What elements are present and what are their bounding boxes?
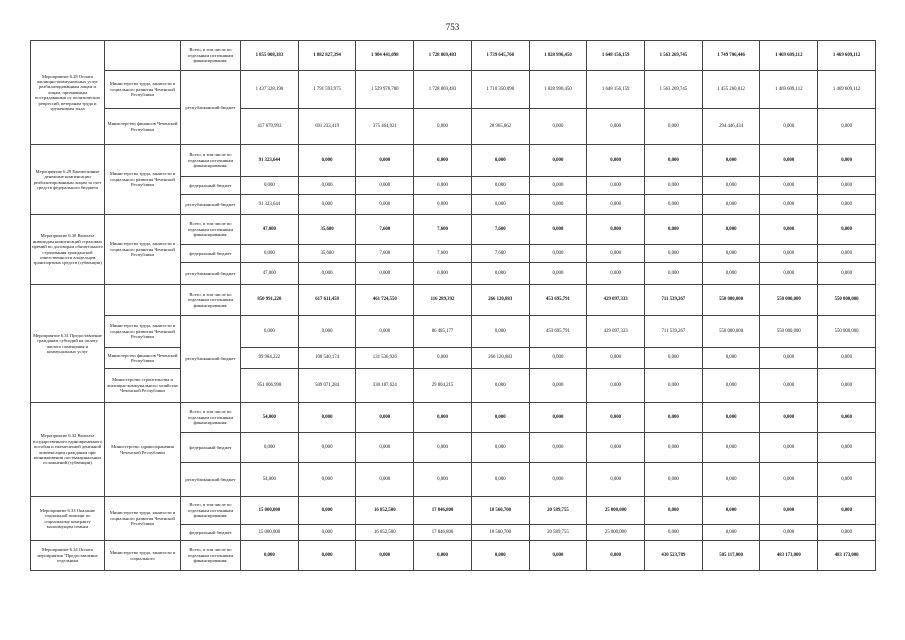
value-cell: 0,000: [471, 145, 529, 177]
value-cell: 1 791 593,975: [298, 71, 356, 109]
value-cell: 0,000: [702, 215, 760, 245]
value-cell: 0,000: [818, 403, 876, 433]
value-cell: 0,000: [760, 525, 818, 541]
table-row: [31, 285, 876, 316]
value-cell: 0,000: [471, 463, 529, 497]
value-cell: 1 728 869,483: [414, 71, 472, 109]
value-cell: 0,000: [529, 245, 587, 263]
value-cell: 0,000: [529, 463, 587, 497]
value-cell: 108 540,174: [298, 348, 356, 369]
value-cell: 17 846,800: [414, 497, 472, 525]
value-cell: 0,000: [587, 348, 645, 369]
source-label: Всего, в том числе по отдельным источникам финансирования:: [181, 285, 241, 316]
value-cell: 0,000: [645, 195, 703, 215]
value-cell: 25 000,000: [587, 525, 645, 541]
value-cell: 0,000: [645, 525, 703, 541]
value-cell: 0,000: [298, 541, 356, 571]
value-cell: 86 485,177: [414, 316, 472, 348]
table-row: [31, 215, 876, 245]
value-cell: 0,000: [818, 109, 876, 145]
value-cell: 1 469 609,112: [760, 41, 818, 71]
value-cell: 0,000: [645, 403, 703, 433]
value-cell: 18 560,700: [471, 525, 529, 541]
value-cell: 0,000: [241, 541, 299, 571]
value-cell: 1 455 260,012: [702, 71, 760, 109]
value-cell: 1 469 609,112: [818, 71, 876, 109]
value-cell: 0,000: [587, 463, 645, 497]
org-cell: Министерство строительства и жилищно-коммунального хозяйства Чеченской Республики: [105, 369, 181, 403]
value-cell: 850 991,220: [241, 285, 299, 316]
value-cell: 851 006,998: [241, 369, 299, 403]
org-cell: Министерство труда, занятости и социального развития Чеченской Республики: [105, 497, 181, 541]
org-cell: Министерство здравоохранения Чеченской Республики: [105, 403, 181, 497]
table-row: [31, 109, 876, 145]
value-cell: 0,000: [587, 263, 645, 285]
value-cell: 0,000: [760, 109, 818, 145]
value-cell: 0,000: [818, 525, 876, 541]
event-title: Мероприятие 6.34 Оплата мероприятия "Предоставление отдельным: [31, 541, 105, 571]
value-cell: 54,000: [241, 403, 299, 433]
value-cell: 0,000: [529, 348, 587, 369]
value-cell: 0,000: [818, 463, 876, 497]
value-cell: 0,000: [414, 403, 472, 433]
value-cell: 20 589,755: [529, 525, 587, 541]
table-row: [31, 497, 876, 525]
source-label: Всего, в том числе по отдельным источникам финансирования:: [181, 497, 241, 525]
value-cell: 0,000: [298, 316, 356, 348]
value-cell: 7,600: [471, 215, 529, 245]
value-cell: 0,000: [298, 403, 356, 433]
value-cell: 1 855 008,183: [241, 41, 299, 71]
value-cell: 7,600: [471, 245, 529, 263]
source-label: федеральный бюджет: [181, 433, 241, 463]
value-cell: 0,000: [471, 433, 529, 463]
value-cell: 0,000: [471, 177, 529, 195]
source-label: федеральный бюджет: [181, 525, 241, 541]
value-cell: 550 000,000: [760, 285, 818, 316]
value-cell: 0,000: [702, 145, 760, 177]
source-label: федеральный бюджет: [181, 177, 241, 195]
value-cell: 0,000: [471, 195, 529, 215]
value-cell: 430 523,789: [645, 541, 703, 571]
value-cell: 0,000: [760, 195, 818, 215]
value-cell: 0,000: [529, 215, 587, 245]
value-cell: 429 097,333: [587, 316, 645, 348]
source-label: Всего, в том числе по отдельным источникам финансирования:: [181, 403, 241, 433]
value-cell: 294 446,434: [702, 109, 760, 145]
value-cell: 1 728 869,483: [414, 41, 472, 71]
value-cell: 0,000: [645, 433, 703, 463]
value-cell: 417 679,993: [241, 109, 299, 145]
value-cell: 0,000: [818, 245, 876, 263]
value-cell: 16 852,500: [356, 497, 414, 525]
value-cell: 7,600: [356, 215, 414, 245]
value-cell: 0,000: [414, 177, 472, 195]
value-cell: 483 173,000: [760, 541, 818, 571]
value-cell: 20 589,755: [529, 497, 587, 525]
value-cell: 0,000: [760, 403, 818, 433]
value-cell: 0,000: [587, 369, 645, 403]
value-cell: 0,000: [587, 109, 645, 145]
value-cell: 505 117,000: [702, 541, 760, 571]
value-cell: 0,000: [702, 177, 760, 195]
value-cell: 1 469 609,112: [760, 71, 818, 109]
value-cell: 0,000: [645, 109, 703, 145]
value-cell: 691 233,419: [298, 109, 356, 145]
value-cell: 0,000: [298, 433, 356, 463]
value-cell: 0,000: [760, 177, 818, 195]
value-cell: 0,000: [645, 348, 703, 369]
value-cell: 1 710 350,098: [471, 71, 529, 109]
value-cell: 266 120,883: [471, 348, 529, 369]
value-cell: 375 464,921: [356, 109, 414, 145]
value-cell: 0,000: [356, 433, 414, 463]
source-label: Всего, в том числе по отдельным источникам финансирования:: [181, 145, 241, 177]
value-cell: 25 000,000: [587, 497, 645, 525]
value-cell: 17 846,800: [414, 525, 472, 541]
event-title: Мероприятие 6.28 Оплата жилищно-коммунальных услуг реабилитированным лицам и лицам, признанным пострадавшими от политических репрессий, ветеранам труда и труженикам тыла: [31, 41, 105, 145]
value-cell: 131 536,926: [356, 348, 414, 369]
value-cell: 0,000: [645, 177, 703, 195]
value-cell: 1 739 645,760: [471, 41, 529, 71]
value-cell: 7,600: [414, 215, 472, 245]
value-cell: 0,000: [298, 463, 356, 497]
value-cell: 0,000: [702, 369, 760, 403]
org-cell: Министерство труда, занятости и социального развития Чеченской Республики: [105, 145, 181, 215]
value-cell: 15 000,000: [241, 525, 299, 541]
value-cell: 0,000: [529, 263, 587, 285]
value-cell: 0,000: [760, 215, 818, 245]
value-cell: 0,000: [818, 497, 876, 525]
event-title: Мероприятие 6.33 Оказание социальной помощи по социальному контракту малоимущим семьям: [31, 497, 105, 541]
value-cell: 0,000: [702, 433, 760, 463]
value-cell: 7,600: [414, 245, 472, 263]
org-cell: Министерство труда, занятости и социального: [105, 541, 181, 571]
event-title: Мероприятие 6.30 Выплата инвалидам компенсаций страховых премий по договорам обязательного страхования гражданской ответственности владельцев транспортных средств (субвенции): [31, 215, 105, 285]
value-cell: 7,600: [356, 245, 414, 263]
value-cell: 0,000: [529, 369, 587, 403]
value-cell: 0,000: [760, 245, 818, 263]
value-cell: 1 529 976,780: [356, 71, 414, 109]
value-cell: 0,000: [529, 145, 587, 177]
value-cell: 550 000,000: [760, 316, 818, 348]
value-cell: 0,000: [356, 541, 414, 571]
value-cell: 0,000: [587, 177, 645, 195]
value-cell: 711 539,267: [645, 285, 703, 316]
value-cell: 29 804,215: [414, 369, 472, 403]
value-cell: 0,000: [356, 145, 414, 177]
value-cell: 54,000: [241, 463, 299, 497]
org-cell: Министерство труда, занятости и социального развития Чеченской Республики: [105, 316, 181, 348]
source-label: Всего, в том числе по отдельным источникам финансирования:: [181, 541, 241, 571]
value-cell: 0,000: [702, 497, 760, 525]
value-cell: 28 965,662: [471, 109, 529, 145]
value-cell: 0,000: [760, 369, 818, 403]
value-cell: 0,000: [298, 195, 356, 215]
table-row: [31, 41, 876, 71]
org-cell: Министерство труда, занятости и социального развития Чеченской Республики: [105, 71, 181, 109]
source-label: республиканский бюджет: [181, 195, 241, 215]
value-cell: 15 000,000: [241, 497, 299, 525]
value-cell: 0,000: [818, 348, 876, 369]
value-cell: 47,000: [241, 263, 299, 285]
source-label: республиканский бюджет: [181, 316, 241, 403]
value-cell: 0,000: [645, 263, 703, 285]
value-cell: 0,000: [298, 177, 356, 195]
value-cell: 91 323,644: [241, 145, 299, 177]
value-cell: 0,000: [414, 433, 472, 463]
value-cell: 0,000: [587, 215, 645, 245]
value-cell: 550 000,000: [818, 285, 876, 316]
value-cell: 1 648 156,159: [587, 71, 645, 109]
value-cell: 0,000: [414, 263, 472, 285]
value-cell: 0,000: [645, 497, 703, 525]
source-label: Всего, в том числе по отдельным источникам финансирования:: [181, 41, 241, 71]
value-cell: 550 000,000: [702, 285, 760, 316]
value-cell: 1 882 827,394: [298, 41, 356, 71]
value-cell: 1 563 269,745: [645, 41, 703, 71]
value-cell: 1 648 156,159: [587, 41, 645, 71]
value-cell: 0,000: [760, 433, 818, 463]
value-cell: 0,000: [414, 463, 472, 497]
value-cell: 0,000: [818, 433, 876, 463]
value-cell: 0,000: [241, 433, 299, 463]
value-cell: 0,000: [818, 195, 876, 215]
value-cell: 0,000: [356, 403, 414, 433]
table-row: [31, 348, 876, 369]
value-cell: 0,000: [702, 463, 760, 497]
value-cell: 0,000: [702, 195, 760, 215]
org-cell: [105, 285, 181, 316]
value-cell: 0,000: [818, 177, 876, 195]
value-cell: 0,000: [356, 195, 414, 215]
value-cell: 0,000: [471, 369, 529, 403]
source-label: федеральный бюджет: [181, 245, 241, 263]
value-cell: 453 695,791: [529, 285, 587, 316]
table-row: [31, 71, 876, 109]
value-cell: 0,000: [587, 541, 645, 571]
value-cell: 0,000: [471, 316, 529, 348]
value-cell: 0,000: [587, 403, 645, 433]
value-cell: 0,000: [298, 525, 356, 541]
value-cell: 0,000: [529, 433, 587, 463]
value-cell: 0,000: [356, 316, 414, 348]
value-cell: 0,000: [587, 195, 645, 215]
value-cell: 509 071,284: [298, 369, 356, 403]
org-cell: [105, 41, 181, 71]
value-cell: 0,000: [818, 263, 876, 285]
value-cell: 0,000: [414, 109, 472, 145]
budget-table-body: [31, 41, 876, 571]
value-cell: 1 828 990,450: [529, 71, 587, 109]
value-cell: 0,000: [760, 463, 818, 497]
value-cell: 0,000: [587, 145, 645, 177]
value-cell: 0,000: [645, 145, 703, 177]
value-cell: 617 611,458: [298, 285, 356, 316]
value-cell: 0,000: [241, 177, 299, 195]
value-cell: 0,000: [529, 195, 587, 215]
value-cell: 0,000: [298, 263, 356, 285]
org-cell: Министерство финансов Чеченской Республики: [105, 348, 181, 369]
value-cell: 550 000,000: [702, 316, 760, 348]
value-cell: 35,600: [298, 245, 356, 263]
value-cell: 0,000: [818, 369, 876, 403]
value-cell: 0,000: [529, 541, 587, 571]
value-cell: 0,000: [760, 145, 818, 177]
value-cell: 1 749 706,446: [702, 41, 760, 71]
budget-table: [30, 40, 876, 571]
value-cell: 0,000: [702, 245, 760, 263]
source-label: республиканский бюджет: [181, 263, 241, 285]
org-cell: Министерство труда, занятости и социального развития Чеченской Республики: [105, 215, 181, 285]
table-row: [31, 369, 876, 403]
value-cell: 1 469 609,112: [818, 41, 876, 71]
value-cell: 0,000: [818, 145, 876, 177]
value-cell: 461 724,550: [356, 285, 414, 316]
value-cell: 0,000: [356, 263, 414, 285]
value-cell: 116 289,392: [414, 285, 472, 316]
table-row: [31, 403, 876, 433]
value-cell: 16 852,500: [356, 525, 414, 541]
value-cell: 0,000: [414, 145, 472, 177]
value-cell: 1 828 996,450: [529, 41, 587, 71]
value-cell: 0,000: [298, 145, 356, 177]
value-cell: 1 904 441,098: [356, 41, 414, 71]
value-cell: 0,000: [241, 245, 299, 263]
value-cell: 0,000: [702, 263, 760, 285]
value-cell: 0,000: [645, 463, 703, 497]
value-cell: 0,000: [529, 109, 587, 145]
value-cell: 99 984,222: [241, 348, 299, 369]
value-cell: 550 000,000: [818, 316, 876, 348]
value-cell: 0,000: [702, 348, 760, 369]
value-cell: 453 695,791: [529, 316, 587, 348]
value-cell: 18 560,700: [471, 497, 529, 525]
value-cell: 0,000: [760, 497, 818, 525]
value-cell: 35,600: [298, 215, 356, 245]
value-cell: 0,000: [356, 177, 414, 195]
source-label: республиканский бюджет: [181, 463, 241, 497]
value-cell: 0,000: [587, 433, 645, 463]
value-cell: 0,000: [241, 316, 299, 348]
value-cell: 0,000: [471, 263, 529, 285]
value-cell: 91 323,644: [241, 195, 299, 215]
value-cell: 0,000: [760, 263, 818, 285]
value-cell: 0,000: [702, 525, 760, 541]
value-cell: 0,000: [702, 403, 760, 433]
value-cell: 0,000: [645, 245, 703, 263]
value-cell: 1 563 269,745: [645, 71, 703, 109]
table-row: [31, 541, 876, 571]
value-cell: 0,000: [356, 463, 414, 497]
value-cell: 0,000: [471, 541, 529, 571]
value-cell: 0,000: [414, 195, 472, 215]
value-cell: 0,000: [587, 245, 645, 263]
org-cell: Министерство финансов Чеченской Республики: [105, 109, 181, 145]
source-label: Всего, в том числе по отдельным источникам финансирования:: [181, 215, 241, 245]
value-cell: 0,000: [529, 177, 587, 195]
value-cell: 0,000: [645, 369, 703, 403]
event-title: Мероприятие 6.32 Выплата государственного единовременного пособия и ежемесячной денежной компенсации гражданам при возникновении поствакцинальных осложнений (субвенции): [31, 403, 105, 497]
event-title: Мероприятие 6.29 Ежемесячные денежные компенсации реабилитированным лицам за счет средств федерального бюджета: [31, 145, 105, 215]
value-cell: 711 539,267: [645, 316, 703, 348]
source-label: республиканский бюджет: [181, 71, 241, 145]
value-cell: 0,000: [529, 403, 587, 433]
value-cell: 47,000: [241, 215, 299, 245]
value-cell: 0,000: [471, 403, 529, 433]
value-cell: 0,000: [818, 215, 876, 245]
page-number: 753: [445, 22, 460, 32]
value-cell: 429 097,333: [587, 285, 645, 316]
value-cell: 0,000: [760, 348, 818, 369]
value-cell: 0,000: [414, 541, 472, 571]
value-cell: 0,000: [298, 497, 356, 525]
value-cell: 0,000: [414, 348, 472, 369]
value-cell: 1 437 328,190: [241, 71, 299, 109]
value-cell: 0,000: [645, 215, 703, 245]
event-title: Мероприятие 6.31 Предоставление гражданам субсидий на оплату жилого помещения и коммунальных услуг: [31, 285, 105, 403]
value-cell: 330 187,624: [356, 369, 414, 403]
table-row: [31, 145, 876, 177]
value-cell: 483 173,000: [818, 541, 876, 571]
table-row: [31, 316, 876, 348]
value-cell: 266 120,883: [471, 285, 529, 316]
